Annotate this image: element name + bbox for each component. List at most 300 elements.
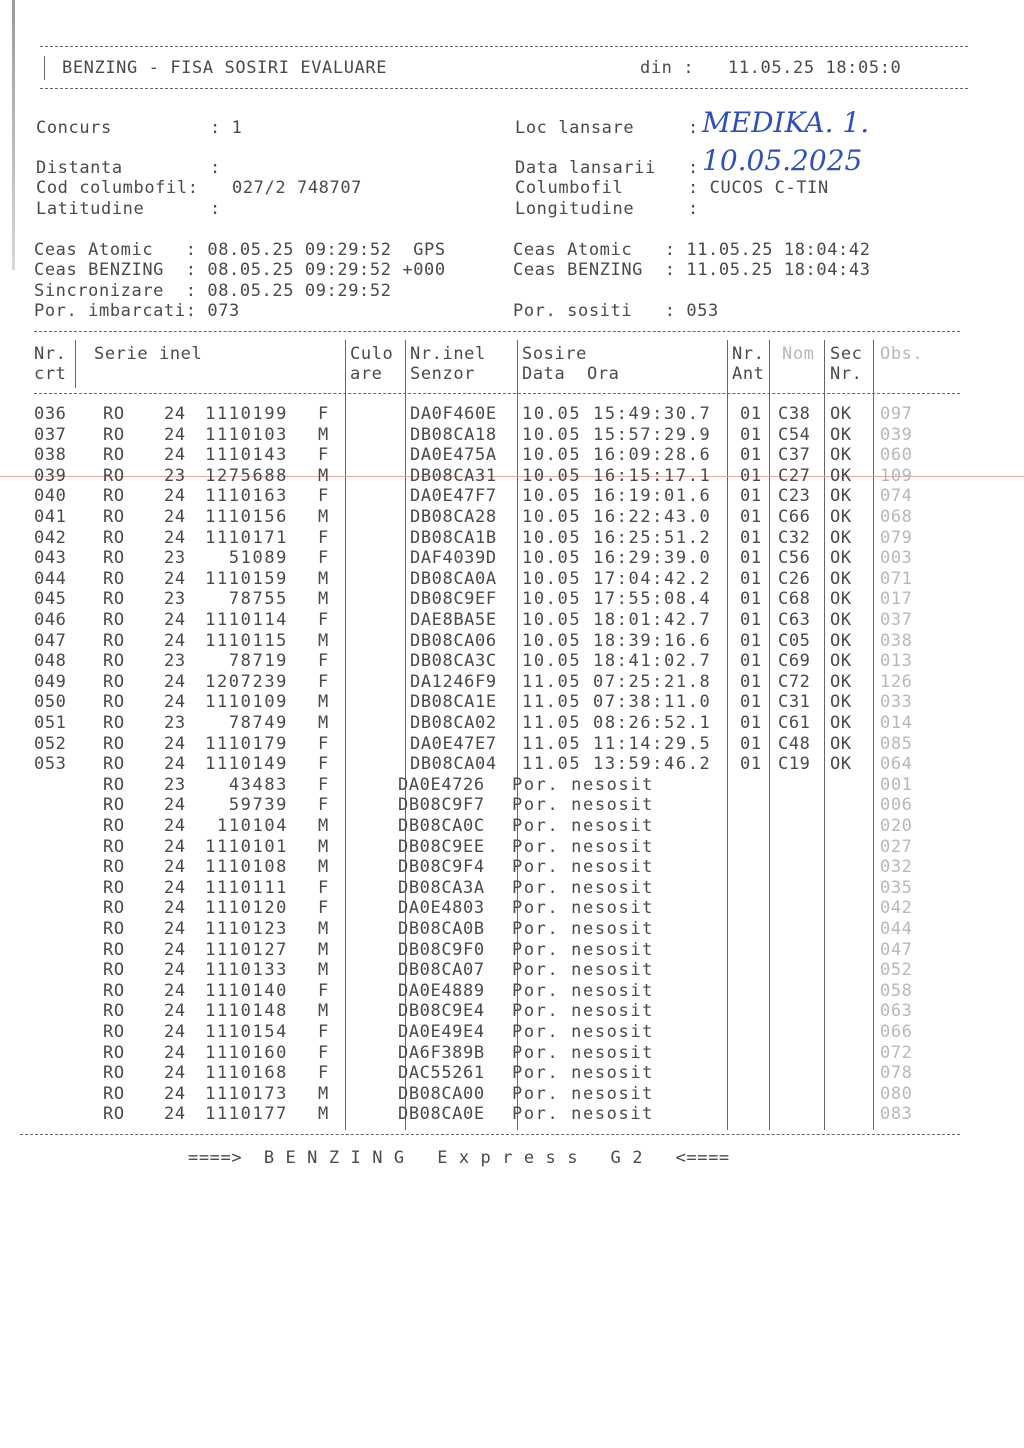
table-row	[0, 775, 1024, 795]
cell-sex: F	[318, 1022, 329, 1042]
cell-inel: 1275688	[205, 465, 288, 486]
cell-sec: OK	[830, 507, 852, 527]
cell-obs: 078	[880, 1063, 913, 1084]
cell-nom: C31	[778, 692, 811, 713]
table-row	[0, 898, 1024, 918]
header-nom: Nom	[782, 344, 815, 364]
cell-sex: M	[318, 692, 329, 713]
cell-an: 24	[164, 754, 186, 775]
table-row	[0, 631, 1024, 651]
cell-senzor: DA0E4726	[398, 774, 485, 795]
cell-obs: 035	[880, 877, 913, 898]
cell-ant: 01	[740, 465, 762, 486]
loc-lansare-handwritten: MEDIKA. 1.	[702, 106, 870, 139]
cell-tara: RO	[103, 1042, 125, 1063]
cell-inel: 51089	[228, 548, 288, 569]
table-row	[0, 466, 1024, 486]
cell-sosire: Por. nesosit	[512, 1042, 655, 1063]
table-row	[0, 528, 1024, 548]
cell-senzor: DB08CA3A	[398, 877, 485, 898]
cell-inel: 78719	[228, 651, 288, 672]
cell-sosire: Por. nesosit	[512, 774, 655, 795]
cell-senzor: DB08CA06	[410, 630, 497, 651]
cell-obs: 020	[880, 816, 913, 836]
table-row	[0, 940, 1024, 960]
cell-inel: 1110108	[205, 857, 288, 878]
cell-ant: 01	[740, 692, 762, 713]
table-bottom-rule	[20, 1134, 960, 1135]
cell-an: 24	[164, 1042, 186, 1063]
cell-obs: 001	[880, 774, 913, 795]
cell-obs: 083	[880, 1104, 913, 1125]
cell-nom: C54	[778, 424, 811, 445]
cell-obs: 126	[880, 671, 913, 692]
cell-sec: OK	[830, 589, 852, 610]
cell-an: 24	[164, 939, 186, 960]
cell-nom: C38	[778, 404, 811, 424]
cell-obs: 014	[880, 713, 913, 733]
cell-sosire: 11.05 07:38:11.0	[522, 692, 712, 713]
latitudine-value: :	[210, 199, 221, 219]
cell-tara: RO	[103, 568, 125, 589]
cell-tara: RO	[103, 1063, 125, 1084]
cell-inel: 1110179	[205, 733, 288, 754]
table-row	[0, 404, 1024, 424]
cell-an: 24	[164, 424, 186, 445]
cell-sex: M	[318, 713, 329, 733]
cell-senzor: DB08CA0A	[410, 568, 497, 589]
cell-senzor: DA0E47E7	[410, 733, 497, 754]
cell-senzor: DB08CA28	[410, 507, 497, 527]
cell-an: 24	[164, 877, 186, 898]
cell-sex: F	[318, 733, 329, 754]
cell-obs: 047	[880, 939, 913, 960]
cell-sex: F	[318, 754, 329, 775]
cell-sosire: 10.05 18:01:42.7	[522, 610, 712, 630]
header-sec-nr: Nr.	[830, 364, 863, 384]
cell-obs: 079	[880, 527, 913, 548]
cell-obs: 064	[880, 754, 913, 775]
table-row	[0, 816, 1024, 836]
cell-ant: 01	[740, 754, 762, 775]
cell-sec: OK	[830, 445, 852, 466]
cell-sex: M	[318, 568, 329, 589]
scan-edge	[12, 0, 15, 270]
cell-sosire: Por. nesosit	[512, 1022, 655, 1042]
cell-inel: 1110154	[205, 1022, 288, 1042]
cell-an: 24	[164, 980, 186, 1001]
cell-sex: F	[318, 651, 329, 672]
cell-sosire: Por. nesosit	[512, 1001, 655, 1022]
cell-an: 24	[164, 507, 186, 527]
cell-nr: 050	[34, 692, 67, 713]
cell-sosire: Por. nesosit	[512, 960, 655, 981]
cell-obs: 037	[880, 610, 913, 630]
cell-inel: 1110101	[205, 836, 288, 857]
cell-an: 24	[164, 898, 186, 919]
cell-ant: 01	[740, 630, 762, 651]
cell-sec: OK	[830, 527, 852, 548]
table-row	[0, 651, 1024, 671]
cell-sex: F	[318, 774, 329, 795]
cell-sosire: 11.05 11:14:29.5	[522, 733, 712, 754]
cell-ant: 01	[740, 671, 762, 692]
header-nr: Nr.	[34, 344, 67, 364]
longitudine-value: :	[688, 199, 699, 219]
cell-inel: 1110159	[205, 568, 288, 589]
report-date-value: 11.05.25 18:05:0	[728, 58, 902, 78]
cell-an: 24	[164, 568, 186, 589]
cell-inel: 1110140	[205, 980, 288, 1001]
cell-sosire: 10.05 15:57:29.9	[522, 424, 712, 445]
cell-nr: 046	[34, 610, 67, 630]
cell-senzor: DB08CA1B	[410, 527, 497, 548]
cell-sex: F	[318, 404, 329, 424]
cell-senzor: DA1246F9	[410, 671, 497, 692]
cell-inel: 78749	[228, 713, 288, 733]
header-nr-inel: Nr.inel	[410, 344, 486, 364]
cell-an: 24	[164, 1001, 186, 1022]
cell-nom: C72	[778, 671, 811, 692]
cell-obs: 072	[880, 1042, 913, 1063]
cell-tara: RO	[103, 548, 125, 569]
cell-ant: 01	[740, 733, 762, 754]
cell-nom: C48	[778, 733, 811, 754]
cell-tara: RO	[103, 486, 125, 507]
footer-brand: ====> B E N Z I N G E x p r e s s G 2 <====	[188, 1148, 730, 1168]
header-obs: Obs.	[880, 344, 924, 364]
cell-inel: 110104	[216, 816, 288, 836]
cell-nr: 038	[34, 445, 67, 466]
cell-sex: F	[318, 980, 329, 1001]
cell-nom: C19	[778, 754, 811, 775]
cell-obs: 052	[880, 960, 913, 981]
loc-lansare-label: Loc lansare	[515, 118, 635, 138]
cell-senzor: DB08C9E4	[398, 1001, 485, 1022]
header-data-ora: Data Ora	[522, 364, 620, 384]
table-row	[0, 569, 1024, 589]
table-header-rule	[34, 393, 960, 394]
cell-tara: RO	[103, 774, 125, 795]
cell-inel: 1110163	[205, 486, 288, 507]
table-row	[0, 589, 1024, 609]
cell-nr: 047	[34, 630, 67, 651]
cell-tara: RO	[103, 795, 125, 816]
table-row	[0, 692, 1024, 712]
cell-sec: OK	[830, 568, 852, 589]
cell-sec: OK	[830, 486, 852, 507]
distanta-label: Distanta	[36, 158, 123, 178]
cell-sosire: Por. nesosit	[512, 857, 655, 878]
cell-nr: 052	[34, 733, 67, 754]
cell-tara: RO	[103, 651, 125, 672]
cell-sex: F	[318, 548, 329, 569]
cell-obs: 085	[880, 733, 913, 754]
porumbei-sositi: Por. sositi : 053	[513, 301, 719, 321]
cell-inel: 1110120	[205, 898, 288, 919]
cell-senzor: DA0E47F7	[410, 486, 497, 507]
cell-ant: 01	[740, 404, 762, 424]
cell-an: 24	[164, 630, 186, 651]
cell-nr: 043	[34, 548, 67, 569]
cell-sec: OK	[830, 733, 852, 754]
cell-an: 24	[164, 816, 186, 836]
cell-sex: M	[318, 424, 329, 445]
cell-obs: 066	[880, 1022, 913, 1042]
cell-nom: C37	[778, 445, 811, 466]
table-row	[0, 1043, 1024, 1063]
cell-inel: 59739	[228, 795, 288, 816]
col-sep-nr	[75, 340, 76, 388]
cell-sex: M	[318, 919, 329, 939]
cell-senzor: DA0E4803	[398, 898, 485, 919]
cell-sex: M	[318, 1083, 329, 1104]
cell-nom: C56	[778, 548, 811, 569]
ceas-benzing-start: Ceas BENZING : 08.05.25 09:29:52 +000	[34, 260, 446, 280]
cell-an: 24	[164, 527, 186, 548]
cell-ant: 01	[740, 568, 762, 589]
cell-inel: 1110156	[205, 507, 288, 527]
cell-obs: 060	[880, 445, 913, 466]
cell-ant: 01	[740, 651, 762, 672]
cell-an: 24	[164, 610, 186, 630]
cell-sec: OK	[830, 465, 852, 486]
cod-columbofil-value: 027/2 748707	[232, 178, 363, 198]
cell-nr: 037	[34, 424, 67, 445]
columbofil-value: : CUCOS C-TIN	[688, 178, 829, 198]
cod-columbofil-label: Cod columbofil:	[36, 178, 199, 198]
cell-an: 24	[164, 733, 186, 754]
cell-sec: OK	[830, 630, 852, 651]
cell-sosire: 10.05 18:39:16.6	[522, 630, 712, 651]
data-lansarii-colon: :	[688, 158, 699, 178]
cell-an: 24	[164, 836, 186, 857]
table-row	[0, 1001, 1024, 1021]
cell-obs: 109	[880, 465, 913, 486]
cell-obs: 039	[880, 424, 913, 445]
cell-sosire: 10.05 16:22:43.0	[522, 507, 712, 527]
table-row	[0, 837, 1024, 857]
header-top-rule	[40, 46, 968, 47]
table-row	[0, 445, 1024, 465]
cell-obs: 058	[880, 980, 913, 1001]
report-date-label: din :	[640, 58, 695, 78]
table-row	[0, 507, 1024, 527]
porumbei-imbarcati: Por. imbarcati: 073	[34, 301, 240, 321]
cell-sex: M	[318, 589, 329, 610]
cell-obs: 074	[880, 486, 913, 507]
cell-ant: 01	[740, 507, 762, 527]
cell-ant: 01	[740, 610, 762, 630]
table-row	[0, 486, 1024, 506]
cell-senzor: DB08C9EF	[410, 589, 497, 610]
cell-obs: 044	[880, 919, 913, 939]
table-row	[0, 795, 1024, 815]
cell-ant: 01	[740, 527, 762, 548]
cell-sex: F	[318, 898, 329, 919]
cell-sex: F	[318, 445, 329, 466]
cell-an: 23	[164, 713, 186, 733]
table-row	[0, 672, 1024, 692]
cell-inel: 1110168	[205, 1063, 288, 1084]
cell-nom: C68	[778, 589, 811, 610]
cell-tara: RO	[103, 424, 125, 445]
cell-senzor: DB08CA3C	[410, 651, 497, 672]
cell-tara: RO	[103, 1022, 125, 1042]
cell-nr: 040	[34, 486, 67, 507]
cell-sex: F	[318, 486, 329, 507]
header-ant: Ant	[732, 364, 765, 384]
cell-senzor: DB08CA18	[410, 424, 497, 445]
cell-senzor: DAE8BA5E	[410, 610, 497, 630]
sincronizare: Sincronizare : 08.05.25 09:29:52	[34, 281, 392, 301]
cell-sosire: 10.05 17:04:42.2	[522, 568, 712, 589]
cell-inel: 1207239	[205, 671, 288, 692]
cell-obs: 017	[880, 589, 913, 610]
cell-ant: 01	[740, 589, 762, 610]
cell-sosire: 10.05 16:25:51.2	[522, 527, 712, 548]
cell-obs: 071	[880, 568, 913, 589]
cell-obs: 063	[880, 1001, 913, 1022]
concurs-label: Concurs	[36, 118, 112, 138]
cell-an: 24	[164, 692, 186, 713]
table-row	[0, 754, 1024, 774]
cell-obs: 097	[880, 404, 913, 424]
cell-sec: OK	[830, 610, 852, 630]
cell-inel: 1110173	[205, 1083, 288, 1104]
cell-an: 23	[164, 548, 186, 569]
cell-tara: RO	[103, 713, 125, 733]
cell-senzor: DB08CA00	[398, 1083, 485, 1104]
cell-sec: OK	[830, 671, 852, 692]
table-row	[0, 713, 1024, 733]
latitudine-label: Latitudine	[36, 199, 145, 219]
cell-sec: OK	[830, 404, 852, 424]
cell-tara: RO	[103, 527, 125, 548]
table-row	[0, 878, 1024, 898]
cell-sex: M	[318, 816, 329, 836]
cell-sosire: 11.05 08:26:52.1	[522, 713, 712, 733]
cell-obs: 032	[880, 857, 913, 878]
cell-sex: M	[318, 507, 329, 527]
cell-sosire: Por. nesosit	[512, 795, 655, 816]
cell-obs: 027	[880, 836, 913, 857]
cell-an: 23	[164, 651, 186, 672]
cell-nom: C61	[778, 713, 811, 733]
cell-sex: M	[318, 836, 329, 857]
cell-sex: M	[318, 1104, 329, 1125]
cell-sosire: 10.05 17:55:08.4	[522, 589, 712, 610]
cell-an: 24	[164, 671, 186, 692]
header-bottom-rule	[40, 88, 968, 89]
cell-tara: RO	[103, 445, 125, 466]
cell-inel: 1110171	[205, 527, 288, 548]
cell-senzor: DA0E4889	[398, 980, 485, 1001]
cell-nr: 036	[34, 404, 67, 424]
cell-nom: C32	[778, 527, 811, 548]
cell-inel: 1110127	[205, 939, 288, 960]
cell-obs: 038	[880, 630, 913, 651]
cell-senzor: DB08CA02	[410, 713, 497, 733]
cell-an: 24	[164, 404, 186, 424]
cell-sosire: 11.05 13:59:46.2	[522, 754, 712, 775]
cell-an: 23	[164, 589, 186, 610]
data-lansarii-handwritten: 10.05.2025	[702, 144, 863, 177]
cell-an: 24	[164, 445, 186, 466]
cell-an: 23	[164, 465, 186, 486]
cell-ant: 01	[740, 445, 762, 466]
cell-tara: RO	[103, 1083, 125, 1104]
cell-nr: 042	[34, 527, 67, 548]
cell-an: 24	[164, 795, 186, 816]
distanta-value: :	[210, 158, 221, 178]
cell-ant: 01	[740, 424, 762, 445]
cell-sosire: 10.05 16:09:28.6	[522, 445, 712, 466]
cell-sosire: Por. nesosit	[512, 836, 655, 857]
concurs-value: : 1	[210, 118, 243, 138]
header-crt: crt	[34, 364, 67, 384]
table-row	[0, 1063, 1024, 1083]
cell-sosire: Por. nesosit	[512, 1083, 655, 1104]
cell-inel: 1110114	[205, 610, 288, 630]
cell-senzor: DAF4039D	[410, 548, 497, 569]
cell-sosire: 10.05 16:19:01.6	[522, 486, 712, 507]
cell-an: 24	[164, 1063, 186, 1084]
cell-an: 24	[164, 919, 186, 939]
cell-sex: F	[318, 1042, 329, 1063]
cell-nr: 045	[34, 589, 67, 610]
header-senzor: Senzor	[410, 364, 476, 384]
cell-sosire: Por. nesosit	[512, 816, 655, 836]
cell-nr: 044	[34, 568, 67, 589]
cell-inel: 43483	[228, 774, 288, 795]
cell-sosire: Por. nesosit	[512, 898, 655, 919]
cell-obs: 006	[880, 795, 913, 816]
cell-inel: 1110149	[205, 754, 288, 775]
cell-sex: F	[318, 527, 329, 548]
table-row	[0, 857, 1024, 877]
cell-inel: 1110103	[205, 424, 288, 445]
report-title: BENZING - FISA SOSIRI EVALUARE	[62, 58, 388, 78]
cell-sosire: Por. nesosit	[512, 1104, 655, 1125]
cell-sosire: 10.05 16:15:17.1	[522, 465, 712, 486]
cell-senzor: DB08C9F0	[398, 939, 485, 960]
cell-tara: RO	[103, 939, 125, 960]
cell-ant: 01	[740, 486, 762, 507]
cell-tara: RO	[103, 816, 125, 836]
cell-nr: 051	[34, 713, 67, 733]
cell-sex: F	[318, 671, 329, 692]
cell-nr: 053	[34, 754, 67, 775]
cell-senzor: DB08CA31	[410, 465, 497, 486]
cell-inel: 1110115	[205, 630, 288, 651]
cell-senzor: DB08C9F4	[398, 857, 485, 878]
cell-senzor: DB08CA1E	[410, 692, 497, 713]
cell-senzor: DB08C9F7	[398, 795, 485, 816]
cell-obs: 033	[880, 692, 913, 713]
cell-tara: RO	[103, 980, 125, 1001]
ceas-atomic-end: Ceas Atomic : 11.05.25 18:04:42	[513, 240, 871, 260]
cell-inel: 1110109	[205, 692, 288, 713]
cell-sec: OK	[830, 424, 852, 445]
cell-sosire: Por. nesosit	[512, 1063, 655, 1084]
header-nr-ant: Nr.	[732, 344, 765, 364]
cell-sosire: 10.05 18:41:02.7	[522, 651, 712, 672]
table-row	[0, 1022, 1024, 1042]
cell-sosire: 10.05 16:29:39.0	[522, 548, 712, 569]
cell-sex: M	[318, 960, 329, 981]
header-serie-inel: Serie inel	[94, 344, 203, 364]
